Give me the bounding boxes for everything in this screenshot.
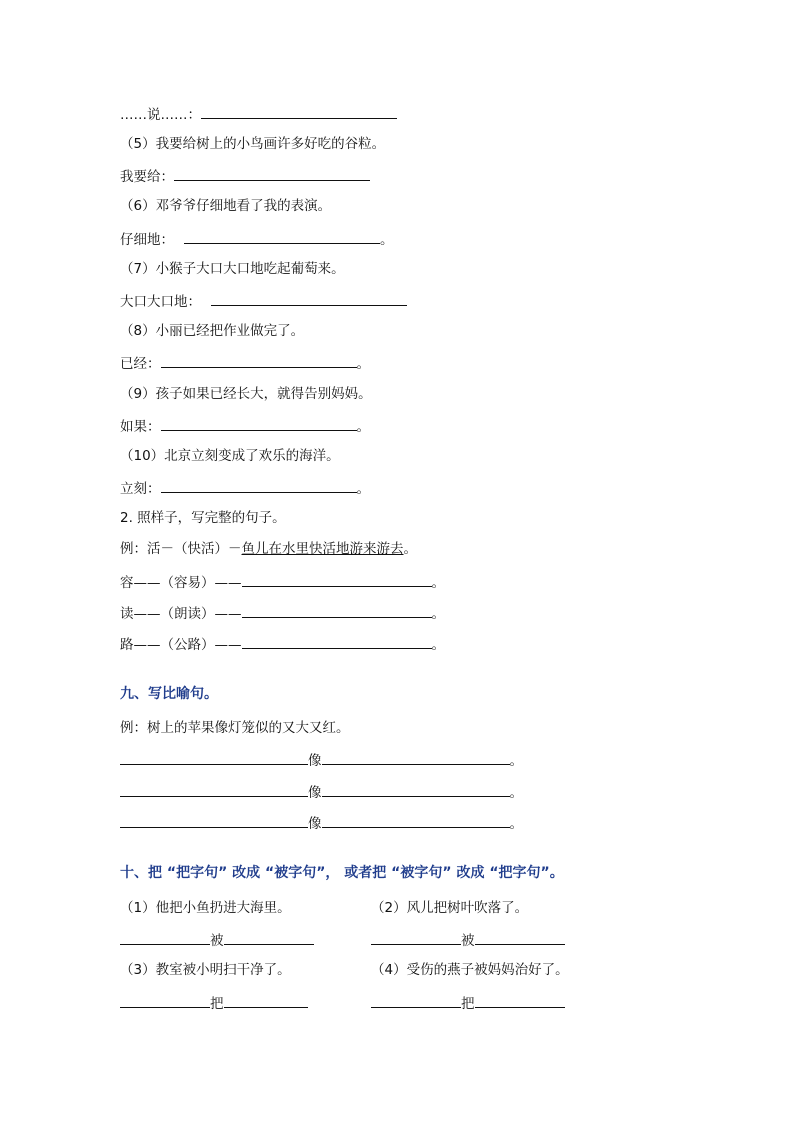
q9-prompt: 如果： <box>120 419 161 435</box>
q2-row <box>120 603 445 623</box>
connector: 像 <box>308 785 322 801</box>
period: 。 <box>431 606 445 622</box>
q8-prompt-line <box>120 353 370 373</box>
q5-prompt-line <box>120 166 370 186</box>
period: 。 <box>356 356 370 372</box>
q2-title: 2. 照样子，写完整的句子。 <box>120 510 286 526</box>
answer-blank[interactable] <box>120 750 308 765</box>
s10-q1: （1）他把小鱼扔进大海里。 <box>120 900 291 916</box>
q4-prompt-line <box>120 104 397 124</box>
section10-heading: 十、把 “把字句” 改成 “被字句”， 或者把 “被字句” 改成 “把字句”。 <box>120 865 564 881</box>
q7-sentence: （7）小猴子大口大口地吃起葡萄来。 <box>120 261 345 277</box>
s10-answer-row <box>120 993 308 1013</box>
simile-row <box>120 782 523 802</box>
period: 。 <box>356 481 370 497</box>
answer-blank[interactable] <box>322 782 510 797</box>
period: 。 <box>380 232 394 248</box>
answer-blank[interactable] <box>224 993 308 1008</box>
q5-sentence: （5）我要给树上的小鸟画许多好吃的谷粒。 <box>120 136 386 152</box>
period: 。 <box>356 419 370 435</box>
period: 。 <box>509 816 523 832</box>
bei-char: 被 <box>461 933 475 949</box>
ba-char: 把 <box>461 996 475 1012</box>
section9-heading: 九、写比喻句。 <box>120 686 218 702</box>
period: 。 <box>431 575 445 591</box>
answer-blank[interactable] <box>475 993 565 1008</box>
bei-char: 被 <box>210 933 224 949</box>
q2-example <box>120 540 417 558</box>
period: 。 <box>431 637 445 653</box>
period: 。 <box>509 785 523 801</box>
q2-example-answer: 鱼儿在水里快活地游来游去 <box>241 541 404 557</box>
q7-prompt: 大口大口地： <box>120 294 201 310</box>
answer-blank[interactable] <box>242 603 432 618</box>
s10-answer-row <box>371 930 565 950</box>
answer-blank[interactable] <box>161 353 357 368</box>
s10-q4: （4）受伤的燕子被妈妈治好了。 <box>371 962 569 978</box>
answer-blank[interactable] <box>120 813 308 828</box>
q6-sentence: （6）邓爷爷仔细地看了我的表演。 <box>120 198 332 214</box>
q10-sentence: （10）北京立刻变成了欢乐的海洋。 <box>120 448 340 464</box>
answer-blank[interactable] <box>322 750 510 765</box>
q9-sentence: （9）孩子如果已经长大，就得告别妈妈。 <box>120 386 372 402</box>
answer-blank[interactable] <box>174 166 370 181</box>
answer-blank[interactable] <box>475 930 565 945</box>
q6-prompt: 仔细地： <box>120 232 174 248</box>
q8-sentence: （8）小丽已经把作业做完了。 <box>120 323 305 339</box>
s10-q3: （3）教室被小明扫干净了。 <box>120 962 291 978</box>
answer-blank[interactable] <box>184 229 380 244</box>
s10-answer-row <box>120 930 314 950</box>
simile-row <box>120 813 523 833</box>
answer-blank[interactable] <box>224 930 314 945</box>
q6-prompt-line <box>120 229 394 249</box>
answer-blank[interactable] <box>211 291 407 306</box>
answer-blank[interactable] <box>120 930 210 945</box>
answer-blank[interactable] <box>201 104 397 119</box>
s10-q2: （2）风儿把树叶吹落了。 <box>371 900 529 916</box>
answer-blank[interactable] <box>371 993 461 1008</box>
period: 。 <box>509 753 523 769</box>
s10-answer-row <box>371 993 565 1013</box>
q4-prompt: ……说……： <box>120 107 201 123</box>
answer-blank[interactable] <box>120 782 308 797</box>
q8-prompt: 已经： <box>120 356 161 372</box>
answer-blank[interactable] <box>371 930 461 945</box>
answer-blank[interactable] <box>242 572 432 587</box>
answer-blank[interactable] <box>161 416 357 431</box>
simile-row <box>120 750 523 770</box>
answer-blank[interactable] <box>161 478 357 493</box>
answer-blank[interactable] <box>322 813 510 828</box>
q10-prompt: 立刻： <box>120 481 161 497</box>
q10-prompt-line <box>120 478 370 498</box>
q2-row-prefix: 读——（朗读）—— <box>120 606 242 622</box>
period: 。 <box>403 541 417 557</box>
section9-example: 例：树上的苹果像灯笼似的又大又红。 <box>120 720 350 736</box>
connector: 像 <box>308 816 322 832</box>
q2-row-prefix: 路——（公路）—— <box>120 637 242 653</box>
q5-prompt: 我要给： <box>120 169 174 185</box>
answer-blank[interactable] <box>120 993 210 1008</box>
q2-row <box>120 634 445 654</box>
ba-char: 把 <box>210 996 224 1012</box>
q2-row-prefix: 容——（容易）—— <box>120 575 242 591</box>
q9-prompt-line <box>120 416 370 436</box>
q7-prompt-line <box>120 291 407 311</box>
q2-row <box>120 572 445 592</box>
q2-example-prefix: 例：活－（快活）－ <box>120 541 242 557</box>
connector: 像 <box>308 753 322 769</box>
answer-blank[interactable] <box>242 634 432 649</box>
